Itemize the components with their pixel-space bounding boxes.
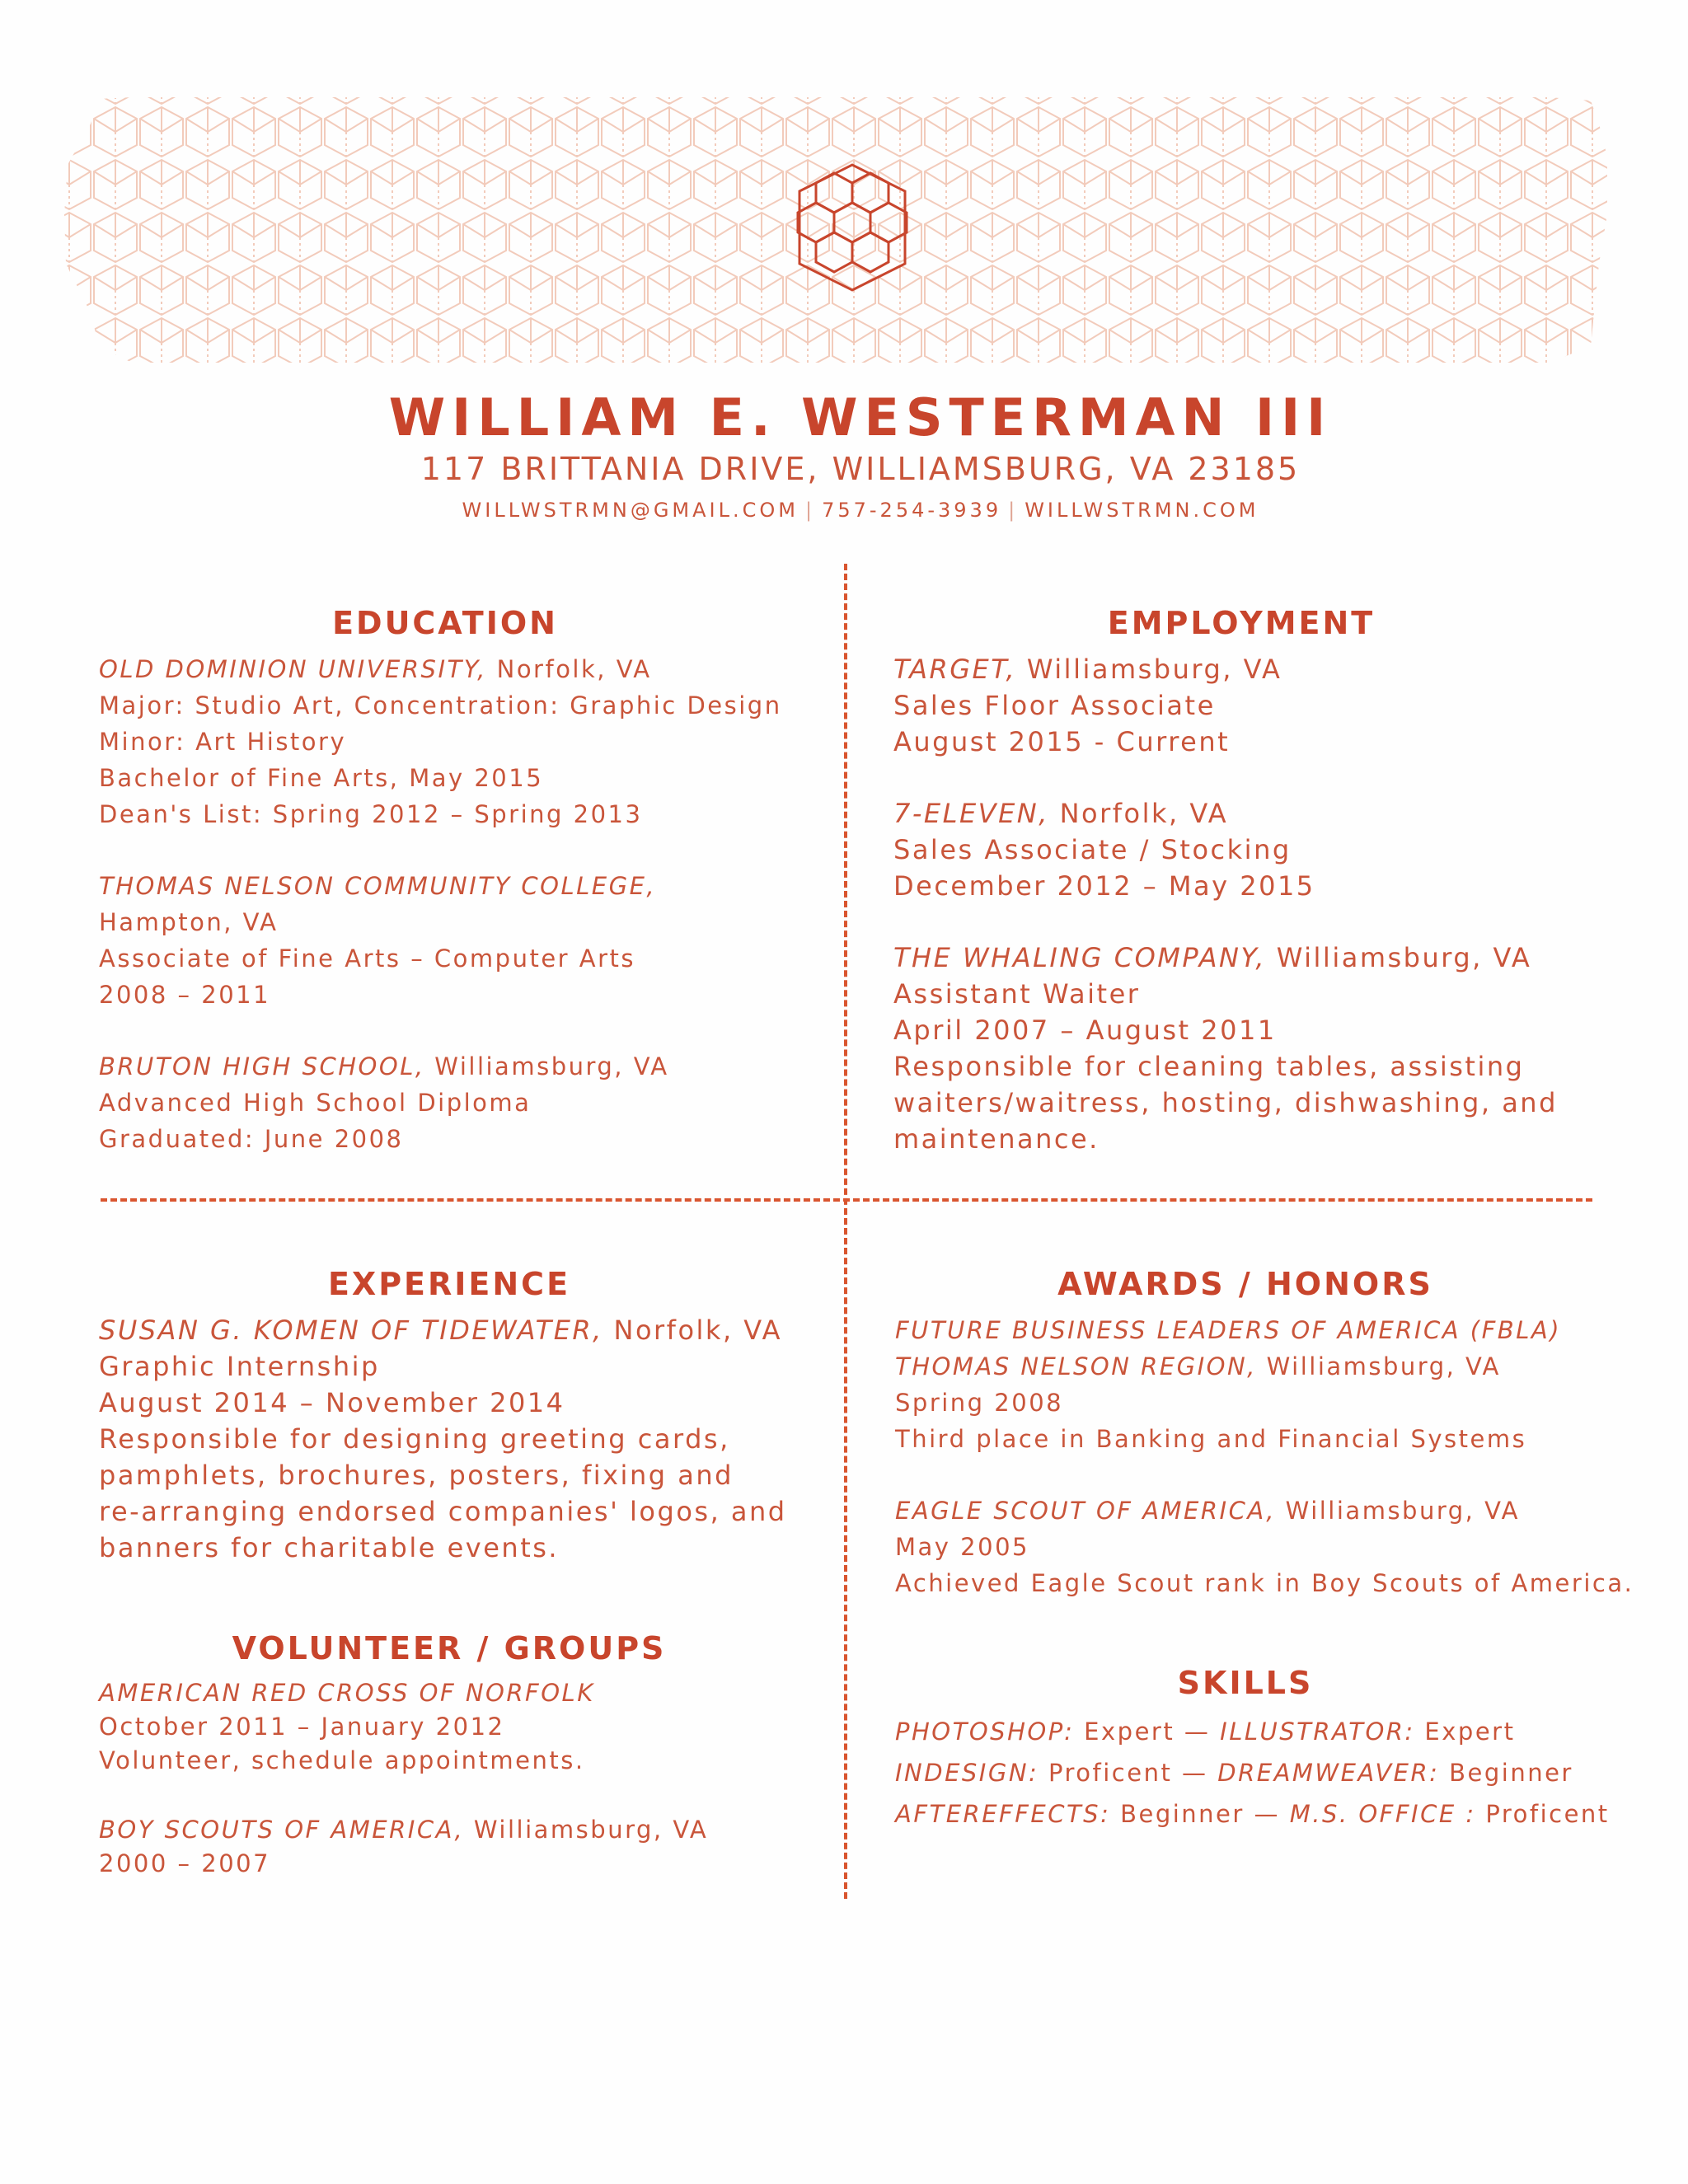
email-link[interactable]: WILLWSTRMN@GMAIL.COM xyxy=(462,499,799,522)
entry-org: THE WHALING COMPANY, xyxy=(893,942,1267,973)
skill-name: DREAMWEAVER: xyxy=(1217,1759,1440,1787)
skill-level: Beginner xyxy=(1110,1800,1245,1828)
entry-org: EAGLE SCOUT OF AMERICA, xyxy=(895,1497,1276,1525)
entry-line: Volunteer, schedule appointments. xyxy=(99,1746,585,1774)
skill-level: Expert xyxy=(1414,1718,1516,1746)
skill-level: Proficent xyxy=(1039,1759,1173,1787)
entry-org: FUTURE BUSINESS LEADERS OF AMERICA (FBLA) xyxy=(895,1316,1562,1344)
entry-line: Responsible for cleaning tables, assisting xyxy=(893,1051,1525,1082)
entry-location: Williamsburg, VA xyxy=(464,1816,709,1844)
separator: | xyxy=(804,499,816,522)
skill-level: Proficent xyxy=(1475,1800,1610,1828)
entry-line: August 2015 - Current xyxy=(893,726,1231,757)
entry-line: May 2005 xyxy=(895,1533,1029,1561)
awards-heading: AWARDS / HONORS xyxy=(1057,1266,1433,1302)
entry-location: Norfolk, VA xyxy=(486,655,652,683)
skill-dash: — xyxy=(1172,1759,1218,1787)
skills-row xyxy=(895,1752,1596,1793)
entry-org: AMERICAN RED CROSS OF NORFOLK xyxy=(99,1679,595,1707)
entry-org: OLD DOMINION UNIVERSITY, xyxy=(99,655,487,683)
entry-org: THOMAS NELSON COMMUNITY COLLEGE, xyxy=(99,872,657,900)
entry-line: banners for charitable events. xyxy=(99,1532,560,1563)
employment-heading: EMPLOYMENT xyxy=(1107,605,1376,641)
awards-section xyxy=(895,1266,1634,1601)
separator: | xyxy=(1008,499,1019,522)
entry-line: Sales Associate / Stocking xyxy=(893,834,1292,865)
entry-line: Third place in Banking and Financial Systems xyxy=(895,1425,1527,1453)
skill-name: PHOTOSHOP: xyxy=(895,1718,1075,1746)
entry-line: 2008 – 2011 xyxy=(99,981,271,1009)
skill-name: INDESIGN: xyxy=(895,1759,1039,1787)
volunteer-heading: VOLUNTEER / GROUPS xyxy=(232,1630,667,1666)
entry-location: Norfolk, VA xyxy=(603,1315,783,1346)
mailing-address: 117 BRITTANIA DRIVE, WILLIAMSBURG, VA 23185 xyxy=(420,451,1301,487)
skills-row xyxy=(895,1711,1596,1752)
experience-heading: EXPERIENCE xyxy=(327,1266,571,1302)
entry-line: April 2007 – August 2011 xyxy=(893,1015,1277,1046)
entry-line: Dean's List: Spring 2012 – Spring 2013 xyxy=(99,800,643,828)
entry-line: Associate of Fine Arts – Computer Arts xyxy=(99,944,636,972)
entry-line: Achieved Eagle Scout rank in Boy Scouts of America. xyxy=(895,1569,1634,1597)
entry-line: Minor: Art History xyxy=(99,728,347,756)
entry-line: Spring 2008 xyxy=(895,1389,1064,1417)
entry-line: Assistant Waiter xyxy=(893,978,1141,1010)
entry-line: Graduated: June 2008 xyxy=(99,1125,404,1153)
volunteer-section xyxy=(99,1630,799,1881)
entry-org: BOY SCOUTS OF AMERICA, xyxy=(99,1816,465,1844)
entry-line: Responsible for designing greeting cards, xyxy=(99,1423,730,1455)
entry-line: maintenance. xyxy=(893,1123,1100,1155)
entry-line: Major: Studio Art, Concentration: Graphic Design xyxy=(99,691,782,719)
skills-row xyxy=(895,1793,1610,1835)
experience-section xyxy=(99,1266,799,1566)
contact-line xyxy=(33,499,1688,522)
skills-section xyxy=(895,1665,1610,1835)
entry-org: THOMAS NELSON REGION, xyxy=(895,1352,1257,1380)
entry-line: October 2011 – January 2012 xyxy=(99,1713,505,1741)
skill-name: AFTEREFFECTS: xyxy=(895,1800,1111,1828)
vertical-divider xyxy=(844,564,847,1899)
entry-org: TARGET, xyxy=(893,654,1017,685)
entry-line: 2000 – 2007 xyxy=(99,1849,271,1877)
education-section xyxy=(99,605,791,1157)
entry-line: Advanced High School Diploma xyxy=(99,1089,532,1117)
employment-section xyxy=(893,605,1589,1157)
entry-line: Hampton, VA xyxy=(99,908,279,936)
entry-line: re-arranging endorsed companies' logos, and xyxy=(99,1496,787,1527)
entry-org: SUSAN G. KOMEN OF TIDEWATER, xyxy=(99,1315,603,1346)
phone-number: 757-254-3939 xyxy=(822,499,1002,522)
entry-line: pamphlets, brochures, posters, fixing and xyxy=(99,1460,734,1491)
entry-location: Williamsburg, VA xyxy=(424,1052,669,1080)
entry-line: waiters/waitress, hosting, dishwashing, and xyxy=(893,1087,1558,1118)
skills-heading: SKILLS xyxy=(1177,1665,1314,1701)
skill-dash: — xyxy=(1244,1800,1290,1828)
skill-level: Beginner xyxy=(1439,1759,1573,1787)
entry-location: Williamsburg, VA xyxy=(1266,942,1532,973)
entry-location: Norfolk, VA xyxy=(1048,798,1229,829)
entry-org: BRUTON HIGH SCHOOL, xyxy=(99,1052,425,1080)
website-link[interactable]: WILLWSTRMN.COM xyxy=(1025,499,1259,522)
skill-name: M.S. OFFICE : xyxy=(1289,1800,1476,1828)
resume-header xyxy=(0,387,1688,522)
entry-line: December 2012 – May 2015 xyxy=(893,870,1315,902)
entry-location: Williamsburg, VA xyxy=(1275,1497,1520,1525)
entry-location: Williamsburg, VA xyxy=(1256,1352,1501,1380)
header-pattern-banner xyxy=(0,0,1688,387)
skill-dash: — xyxy=(1175,1718,1221,1746)
entry-line: August 2014 – November 2014 xyxy=(99,1387,565,1418)
candidate-name: WILLIAM E. WESTERMAN III xyxy=(388,387,1333,448)
skill-level: Expert xyxy=(1074,1718,1175,1746)
entry-line: Sales Floor Associate xyxy=(893,690,1216,721)
skill-name: ILLUSTRATOR: xyxy=(1220,1718,1415,1746)
horizontal-divider xyxy=(101,1198,1592,1202)
entry-location: Williamsburg, VA xyxy=(1016,654,1282,685)
entry-org: 7-ELEVEN, xyxy=(893,798,1049,829)
entry-line: Graphic Internship xyxy=(99,1351,380,1382)
education-heading: EDUCATION xyxy=(332,605,558,641)
entry-line: Bachelor of Fine Arts, May 2015 xyxy=(99,764,544,792)
